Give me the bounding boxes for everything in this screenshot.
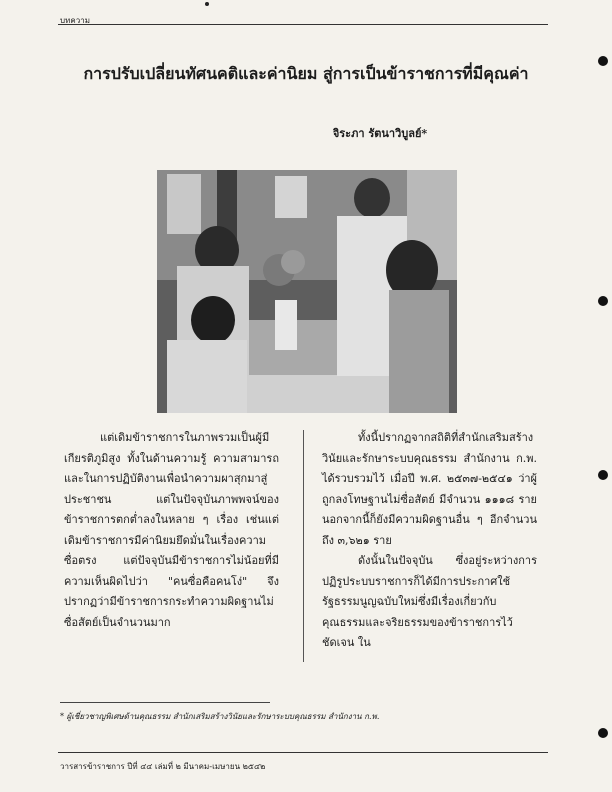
header-rule bbox=[58, 24, 548, 25]
body-paragraph: ทั้งนี้ปรากฏจากสถิติที่สำนักเสริมสร้างวินัยและรักษาระบบคุณธรรม สำนักงาน ก.พ. ได้รวบรวมไว้ เมื่อปี พ.ศ. ๒๕๓๗-๒๕๔๑ ว่าผู้ถูกลงโทษฐานไม่ซื่อสัตย์ มีจำนวน ๑๑๑๘ ราย นอกจากนี้ก็ยังมีความผิดฐานอื่น ๆ อีกจำนวนถึง ๓,๖๒๑ ราย bbox=[322, 431, 537, 547]
footnote: * ผู้เชี่ยวชาญพิเศษด้านคุณธรรม สำนักเสริมสร้างวินัยและรักษาระบบคุณธรรม สำนักงาน ก.พ. bbox=[60, 712, 380, 721]
body-paragraph: แต่เดิมข้าราชการในภาพรวมเป็นผู้มีเกียรติภูมิสูง ทั้งในด้านความรู้ ความสามารถ และในการปฏิบัติงานเพื่อนำความผาสุกมาสู่ประชาชน แต่ในปัจจุบันภาพพจน์ของข้าราชการตกต่ำลงในหลาย ๆ เรื่อง เช่นแต่เดิมข้าราชการมีค่านิยมยึดมั่นในเรื่องความซื่อตรง แต่ปัจจุบันมีข้าราชการไม่น้อยที่มีความเห็นผิดไปว่า "คนซื่อคือคนโง่" จึงปรากฏว่ามีข้าราชการกระทำความผิดฐานไม่ซื่อสัตย์เป็นจำนวนมาก bbox=[64, 431, 279, 629]
binder-hole bbox=[598, 296, 608, 306]
binder-hole bbox=[598, 56, 608, 66]
article-author: จิระภา รัตนาวิบูลย์* bbox=[332, 127, 428, 140]
column-divider bbox=[303, 430, 304, 662]
footer-rule bbox=[58, 752, 548, 753]
scan-mark bbox=[205, 2, 209, 6]
body-column-right bbox=[322, 428, 537, 654]
binder-hole bbox=[598, 728, 608, 738]
article-photo bbox=[157, 170, 457, 413]
journal-footer: วารสารข้าราชการ ปีที่ ๔๔ เล่มที่ ๒ มีนาคม-เมษายน ๒๕๔๒ bbox=[60, 762, 266, 771]
binder-hole bbox=[598, 470, 608, 480]
footnote-rule bbox=[60, 702, 270, 703]
section-label: บทความ bbox=[60, 16, 90, 25]
article-title: การปรับเปลี่ยนทัศนคติและค่านิยม สู่การเป็นข้าราชการที่มีคุณค่า bbox=[83, 64, 529, 83]
body-paragraph: ดังนั้นในปัจจุบัน ซึ่งอยู่ระหว่างการปฏิรูประบบราชการก็ได้มีการประกาศใช้รัฐธรรมนูญฉบับใหม่ซึ่งมีเรื่องเกี่ยวกับคุณธรรมและจริยธรรมของข้าราชการไว้ชัดเจน ใน bbox=[322, 554, 537, 649]
body-column-left bbox=[64, 428, 279, 633]
